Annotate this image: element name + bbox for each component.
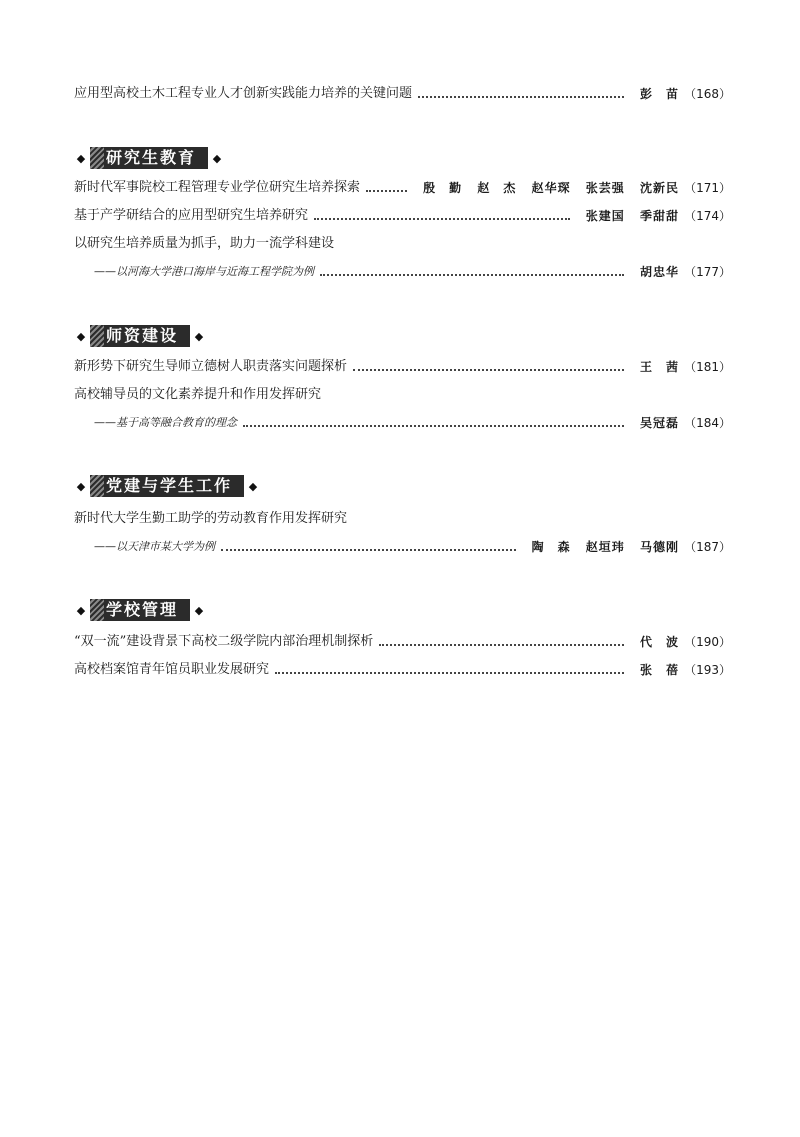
article-subtitle: ——基于高等融合教育的理念 bbox=[94, 416, 237, 429]
toc-entry[interactable] bbox=[74, 356, 731, 378]
author: 胡忠华 bbox=[639, 265, 679, 279]
author: 季甜甜 bbox=[639, 209, 679, 223]
author: 马德刚 bbox=[639, 540, 679, 554]
toc-entry[interactable] bbox=[74, 659, 731, 681]
article-authors bbox=[630, 659, 679, 681]
author: 沈新民 bbox=[639, 181, 679, 195]
author: 赵垣玮 bbox=[585, 540, 625, 554]
author: 代 波 bbox=[639, 635, 679, 649]
author: 彭 苗 bbox=[639, 87, 679, 101]
diamond-icon: ◆ bbox=[76, 603, 86, 617]
page-number: （168） bbox=[684, 87, 731, 101]
section-header bbox=[74, 324, 206, 348]
section-title: 研究生教育 bbox=[90, 147, 208, 169]
section-header bbox=[74, 474, 260, 498]
article-title: 新时代大学生勤工助学的劳动教育作用发挥研究 bbox=[74, 511, 348, 526]
dot-leader bbox=[320, 273, 624, 276]
author: 赵华琛 bbox=[531, 181, 571, 195]
article-title: 新时代军事院校工程管理专业学位研究生培养探索 bbox=[74, 180, 361, 195]
toc-entry-title-line[interactable] bbox=[74, 384, 731, 406]
section-title: 学校管理 bbox=[90, 599, 190, 621]
dot-leader bbox=[221, 548, 516, 551]
dot-leader bbox=[418, 95, 624, 98]
article-authors bbox=[522, 536, 679, 558]
article-title: 应用型高校土木工程专业人才创新实践能力培养的关键问题 bbox=[74, 86, 413, 101]
author: 陶 森 bbox=[531, 540, 571, 554]
section-header bbox=[74, 146, 224, 170]
toc-entry-subtitle-line[interactable] bbox=[74, 412, 731, 434]
toc-entry-title-line[interactable] bbox=[74, 233, 731, 255]
diamond-icon: ◆ bbox=[212, 151, 222, 165]
dot-leader bbox=[314, 217, 570, 220]
article-authors bbox=[413, 177, 679, 199]
page-number: （177） bbox=[684, 265, 731, 279]
dot-leader bbox=[275, 671, 624, 674]
diamond-icon: ◆ bbox=[248, 479, 258, 493]
section-title: 师资建设 bbox=[90, 325, 190, 347]
article-title: 高校辅导员的文化素养提升和作用发挥研究 bbox=[74, 387, 322, 402]
article-authors bbox=[576, 205, 679, 227]
author: 赵 杰 bbox=[477, 181, 517, 195]
author: 殷 勤 bbox=[423, 181, 463, 195]
toc-entry[interactable] bbox=[74, 83, 731, 105]
article-title: “双一流”建设背景下高校二级学院内部治理机制探析 bbox=[74, 634, 374, 649]
article-authors bbox=[630, 356, 679, 378]
article-authors bbox=[630, 412, 679, 434]
article-authors bbox=[630, 261, 679, 283]
author: 吴冠磊 bbox=[639, 416, 679, 430]
diamond-icon: ◆ bbox=[76, 151, 86, 165]
toc-entry[interactable] bbox=[74, 205, 731, 227]
diamond-icon: ◆ bbox=[194, 329, 204, 343]
author: 张建国 bbox=[585, 209, 625, 223]
dot-leader bbox=[353, 368, 624, 371]
article-subtitle: ——以天津市某大学为例 bbox=[94, 540, 215, 553]
article-title: 新形势下研究生导师立德树人职责落实问题探析 bbox=[74, 359, 348, 374]
page-number: （184） bbox=[684, 416, 731, 430]
article-title: 高校档案馆青年馆员职业发展研究 bbox=[74, 662, 270, 677]
article-authors bbox=[630, 83, 679, 105]
article-title: 以研究生培养质量为抓手，助力一流学科建设 bbox=[74, 236, 335, 251]
toc-entry-subtitle-line[interactable] bbox=[74, 536, 731, 558]
author: 张芸强 bbox=[585, 181, 625, 195]
page-number: （174） bbox=[684, 209, 731, 223]
author: 张 蓓 bbox=[639, 663, 679, 677]
page-number: （171） bbox=[684, 181, 731, 195]
diamond-icon: ◆ bbox=[76, 479, 86, 493]
dot-leader bbox=[243, 424, 624, 427]
page-number: （187） bbox=[684, 540, 731, 554]
diamond-icon: ◆ bbox=[194, 603, 204, 617]
toc-entry[interactable] bbox=[74, 631, 731, 653]
toc-entry-subtitle-line[interactable] bbox=[74, 261, 731, 283]
article-title: 基于产学研结合的应用型研究生培养研究 bbox=[74, 208, 309, 223]
dot-leader bbox=[379, 643, 624, 646]
dot-leader bbox=[366, 189, 407, 192]
page-number: （190） bbox=[684, 635, 731, 649]
article-authors bbox=[630, 631, 679, 653]
toc-entry[interactable] bbox=[74, 177, 731, 199]
page-number: （181） bbox=[684, 360, 731, 374]
article-subtitle: ——以河海大学港口海岸与近海工程学院为例 bbox=[94, 265, 314, 278]
page-number: （193） bbox=[684, 663, 731, 677]
author: 王 茜 bbox=[639, 360, 679, 374]
toc-entry-title-line[interactable] bbox=[74, 508, 731, 530]
diamond-icon: ◆ bbox=[76, 329, 86, 343]
section-header bbox=[74, 598, 206, 622]
section-title: 党建与学生工作 bbox=[90, 475, 244, 497]
